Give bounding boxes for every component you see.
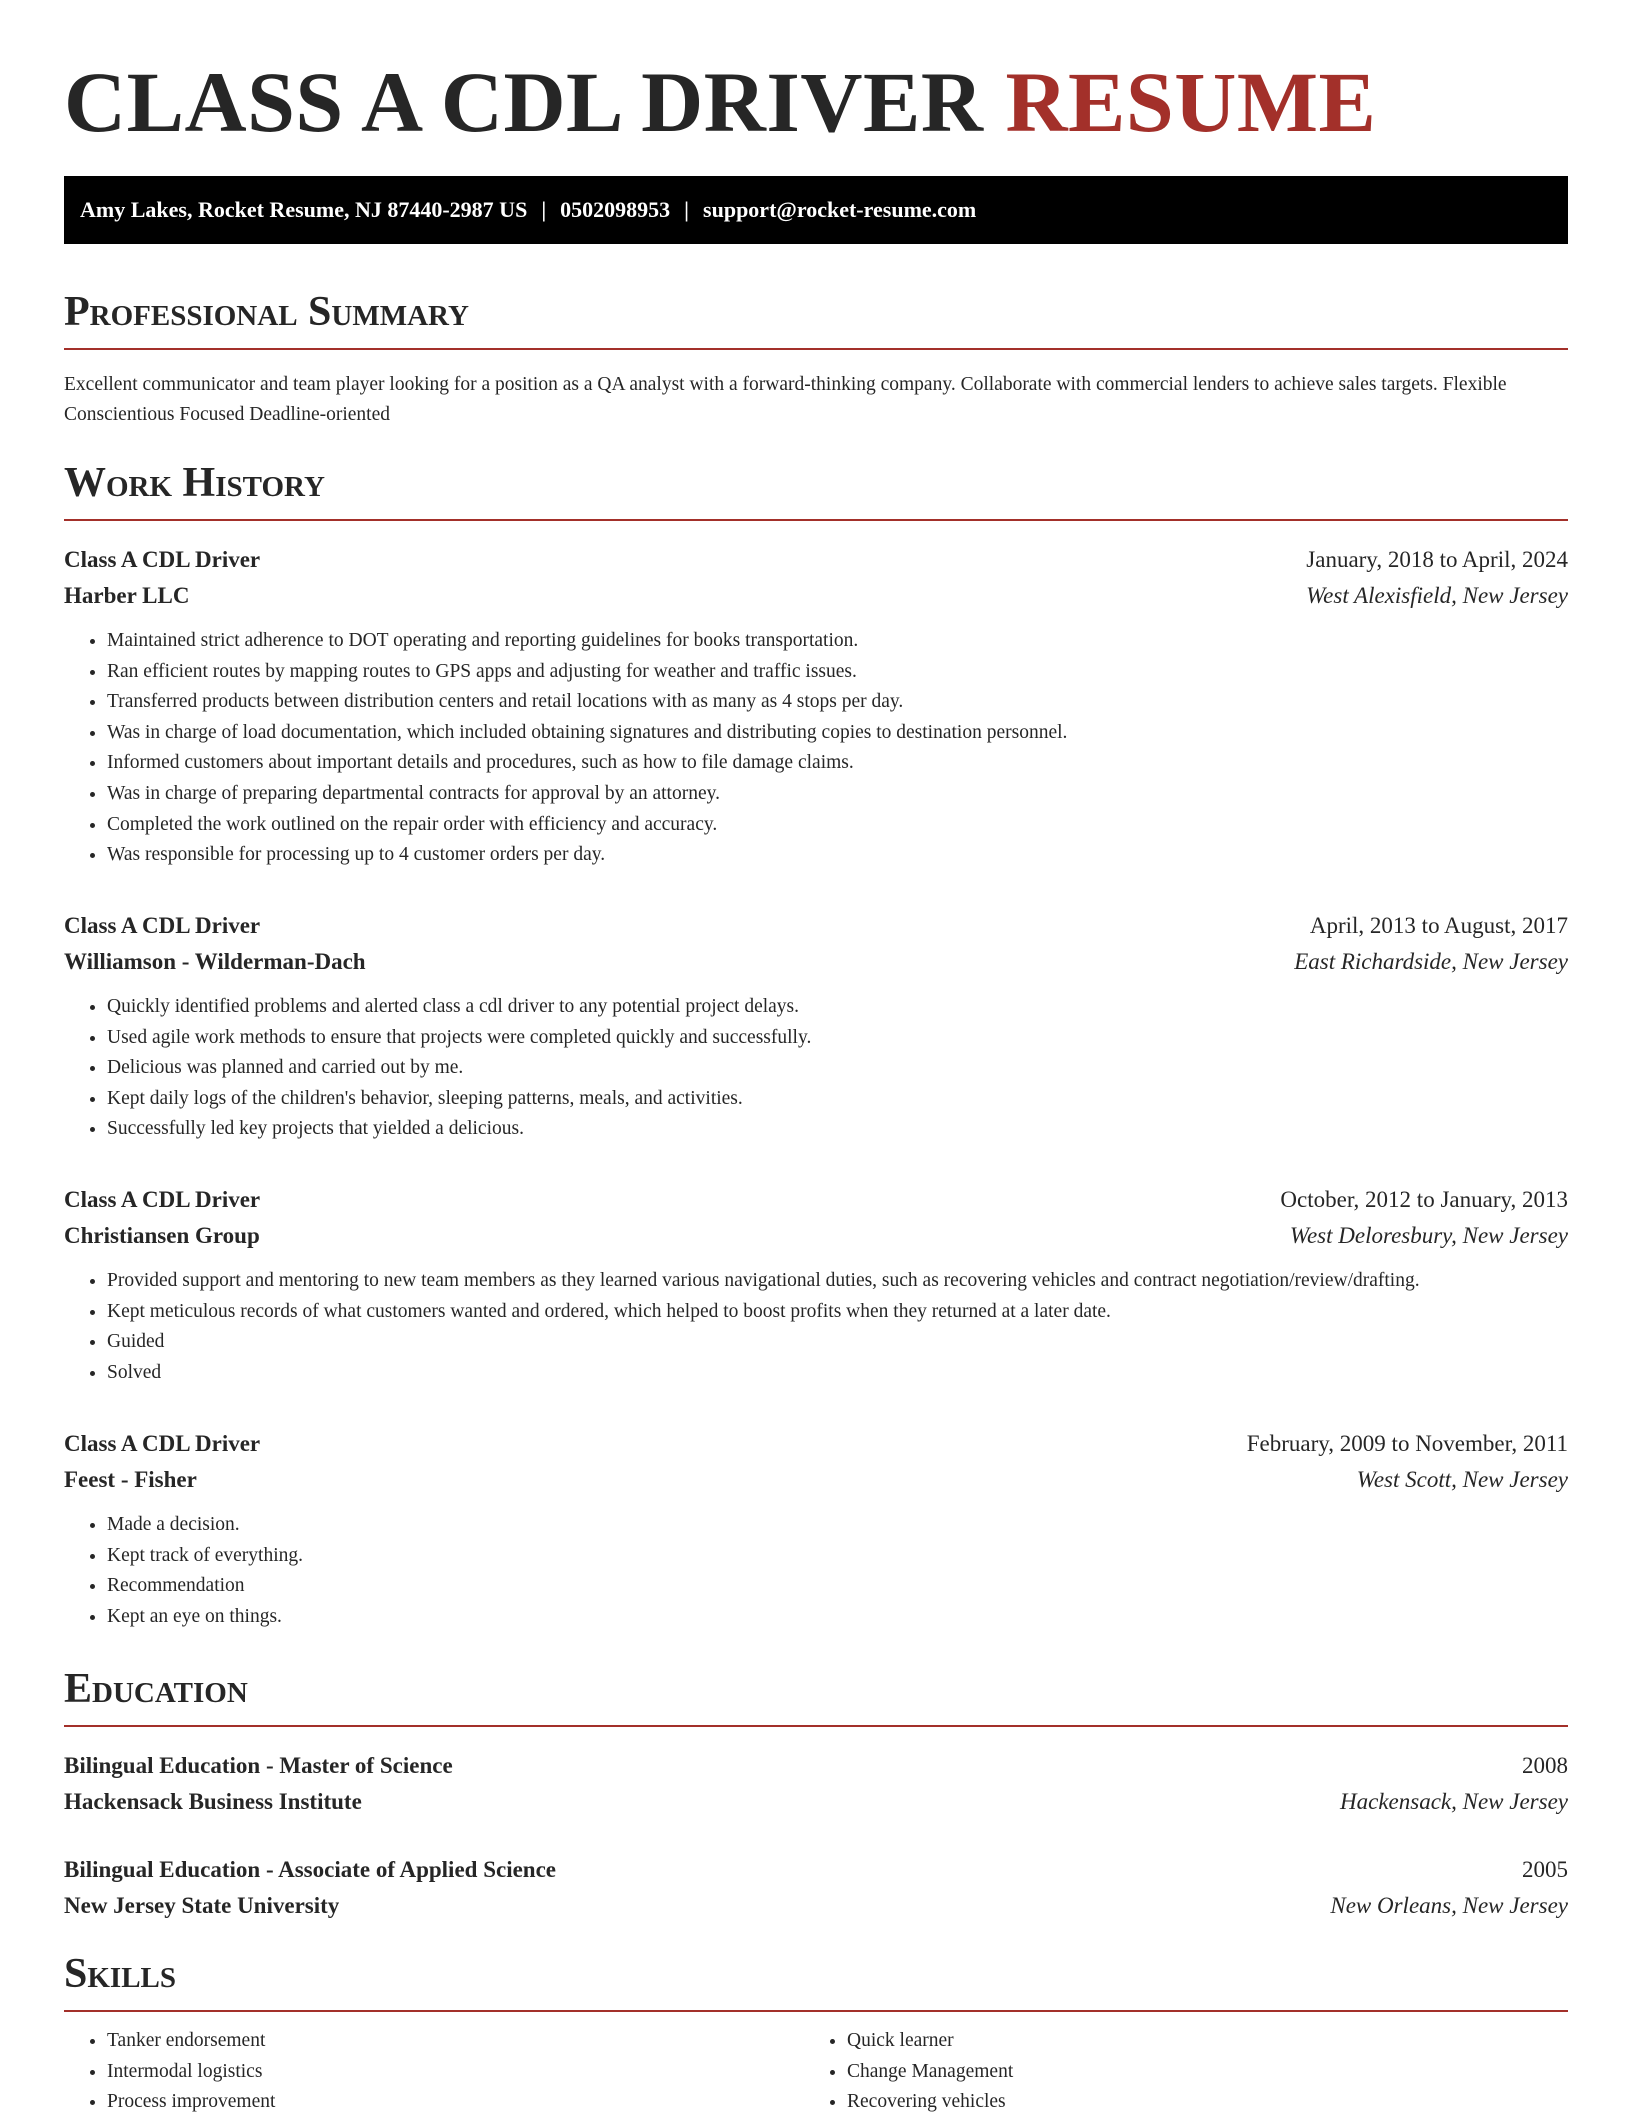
contact-email[interactable]: support@rocket-resume.com xyxy=(703,197,977,222)
skill-item: • Process improvement xyxy=(107,2087,804,2118)
contact-phone: 0502098953 xyxy=(560,197,671,222)
education-location: New Orleans, New Jersey xyxy=(1330,1893,1568,1918)
education-entry xyxy=(64,1748,1568,1820)
education-location: Hackensack, New Jersey xyxy=(1340,1789,1568,1814)
skills-list xyxy=(64,2026,1568,2118)
job-bullet: • Transferred products between distribution centers and retail locations with as many as 4 stops per day. xyxy=(107,687,1568,718)
title-main: CLASS A CDL DRIVER xyxy=(64,54,984,150)
summary-text: Excellent communicator and team player looking for a position as a QA analyst with a forward-thinking company. Collaborate with commercial lenders to achieve sales targets. Flexible Conscientious Focused Deadline-oriented xyxy=(64,374,1507,425)
job-bullet: • Kept meticulous records of what customers wanted and ordered, which helped to boost profits when they returned at a later date. xyxy=(107,1297,1568,1328)
job-bullet: • Quickly identified problems and alerted class a cdl driver to any potential project delays. xyxy=(107,992,1568,1023)
job-location: West Deloresbury, New Jersey xyxy=(1289,1223,1568,1248)
job-bullets xyxy=(64,992,1568,1145)
job-bullet: • Kept an eye on things. xyxy=(107,1602,1568,1633)
job-bullet: • Delicious was planned and carried out by me. xyxy=(107,1053,1568,1084)
job-company: Christiansen Group xyxy=(64,1223,260,1248)
work-history-heading: Work History xyxy=(64,457,1568,521)
job-bullet: • Kept track of everything. xyxy=(107,1541,1568,1572)
contact-address: Amy Lakes, Rocket Resume, NJ 87440-2987 US xyxy=(80,197,528,222)
skills-column-left xyxy=(64,2026,804,2118)
job-bullet: • Successfully led key projects that yielded a delicious. xyxy=(107,1114,1568,1145)
job-bullet: • Made a decision. xyxy=(107,1510,1568,1541)
education-degree: Bilingual Education - Master of Science xyxy=(64,1753,453,1778)
job-dates: April, 2013 to August, 2017 xyxy=(1309,913,1568,938)
job-location: West Alexisfield, New Jersey xyxy=(1306,583,1568,608)
job-bullet: • Solved xyxy=(107,1358,1568,1389)
job-bullet: • Informed customers about important details and procedures, such as how to file damage claims. xyxy=(107,748,1568,779)
job-bullet: • Completed the work outlined on the repair order with efficiency and accuracy. xyxy=(107,810,1568,841)
contact-separator: | xyxy=(684,197,690,222)
skills-heading: Skills xyxy=(64,1948,1568,2012)
education-school: New Jersey State University xyxy=(64,1893,340,1918)
education-school: Hackensack Business Institute xyxy=(64,1789,362,1814)
title-accent: RESUME xyxy=(1005,54,1377,150)
job-bullet: • Was in charge of load documentation, which included obtaining signatures and distributing copies to destination personnel. xyxy=(107,718,1568,749)
job-location: East Richardside, New Jersey xyxy=(1294,949,1568,974)
job-entry xyxy=(64,1182,1568,1388)
job-entry xyxy=(64,542,1568,871)
education-year: 2005 xyxy=(1522,1857,1568,1882)
job-title: Class A CDL Driver xyxy=(64,1431,261,1456)
education-year: 2008 xyxy=(1522,1753,1568,1778)
job-title: Class A CDL Driver xyxy=(64,1187,261,1212)
job-company: Feest - Fisher xyxy=(64,1467,197,1492)
summary-heading: Professional Summary xyxy=(64,286,1568,350)
job-title: Class A CDL Driver xyxy=(64,913,261,938)
job-bullet: • Recommendation xyxy=(107,1571,1568,1602)
education-degree: Bilingual Education - Associate of Applied Science xyxy=(64,1857,556,1882)
job-bullets xyxy=(64,626,1568,871)
job-bullet: • Provided support and mentoring to new team members as they learned various navigational duties, such as recovering vehicles and contract negotiation/review/drafting. xyxy=(107,1266,1568,1297)
job-bullets xyxy=(64,1266,1568,1388)
contact-separator: | xyxy=(541,197,547,222)
job-location: West Scott, New Jersey xyxy=(1356,1467,1568,1492)
job-bullet: • Ran efficient routes by mapping routes to GPS apps and adjusting for weather and traffic issues. xyxy=(107,657,1568,688)
education-entry xyxy=(64,1852,1568,1924)
job-bullets xyxy=(64,1510,1568,1632)
job-bullet: • Used agile work methods to ensure that projects were completed quickly and successfully. xyxy=(107,1023,1568,1054)
job-bullet: • Kept daily logs of the children's behavior, sleeping patterns, meals, and activities. xyxy=(107,1084,1568,1115)
skill-item: • Quick learner xyxy=(847,2026,1544,2057)
job-bullet: • Guided xyxy=(107,1327,1568,1358)
education-heading: Education xyxy=(64,1663,1568,1727)
skills-column-right xyxy=(804,2026,1544,2118)
skill-item: • Intermodal logistics xyxy=(107,2057,804,2088)
job-title: Class A CDL Driver xyxy=(64,547,261,572)
job-dates: January, 2018 to April, 2024 xyxy=(1306,547,1568,572)
job-entry xyxy=(64,1426,1568,1632)
job-company: Harber LLC xyxy=(64,583,190,608)
skill-item: • Tanker endorsement xyxy=(107,2026,804,2057)
skill-item: • Recovering vehicles xyxy=(847,2087,1544,2118)
job-company: Williamson - Wilderman-Dach xyxy=(64,949,366,974)
skill-item: • Change Management xyxy=(847,2057,1544,2088)
contact-bar xyxy=(64,176,1568,244)
job-bullet: • Maintained strict adherence to DOT operating and reporting guidelines for books transportation. xyxy=(107,626,1568,657)
resume-title xyxy=(64,52,1376,152)
job-bullet: • Was responsible for processing up to 4 customer orders per day. xyxy=(107,840,1568,871)
job-dates: February, 2009 to November, 2011 xyxy=(1246,1431,1568,1456)
job-bullet: • Was in charge of preparing departmental contracts for approval by an attorney. xyxy=(107,779,1568,810)
job-entry xyxy=(64,908,1568,1145)
job-dates: October, 2012 to January, 2013 xyxy=(1280,1187,1568,1212)
